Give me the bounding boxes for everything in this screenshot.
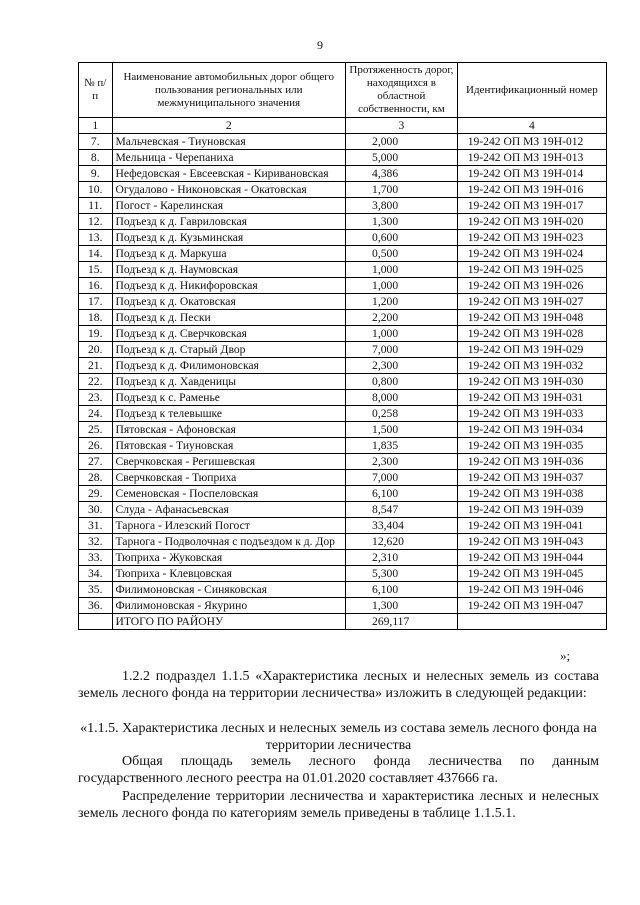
table-row bbox=[79, 134, 607, 150]
total-id bbox=[457, 614, 606, 630]
row-name: Тарнога - Подволочная с подъездом к д. Дор bbox=[112, 534, 346, 550]
table-row bbox=[79, 486, 607, 502]
row-length: 2,300 bbox=[346, 454, 458, 470]
row-num: 33. bbox=[79, 550, 113, 566]
row-id: 19-242 ОП МЗ 19Н-044 bbox=[457, 550, 606, 566]
row-num: 14. bbox=[79, 246, 113, 262]
row-name: Подъезд к д. Гавриловская bbox=[112, 214, 346, 230]
row-name: Подъезд к д. Пески bbox=[112, 310, 346, 326]
row-id: 19-242 ОП МЗ 19Н-025 bbox=[457, 262, 606, 278]
row-id: 19-242 ОП МЗ 19Н-024 bbox=[457, 246, 606, 262]
row-name: Подъезд к д. Окатовская bbox=[112, 294, 346, 310]
paragraph-total-area: Общая площадь земель лесного фонда лесничества по данным государственного лесного реестра на 01.01.2020 составляет 437666 га. bbox=[78, 754, 599, 786]
table-row bbox=[79, 518, 607, 534]
row-num: 10. bbox=[79, 182, 113, 198]
row-length: 1,000 bbox=[346, 278, 458, 294]
table-body bbox=[79, 134, 607, 614]
row-num: 16. bbox=[79, 278, 113, 294]
row-length: 8,547 bbox=[346, 502, 458, 518]
roads-table bbox=[78, 62, 607, 630]
table-header-row bbox=[79, 63, 607, 118]
row-length: 1,000 bbox=[346, 326, 458, 342]
row-length: 0,600 bbox=[346, 230, 458, 246]
row-id: 19-242 ОП МЗ 19Н-032 bbox=[457, 358, 606, 374]
row-id: 19-242 ОП МЗ 19Н-033 bbox=[457, 406, 606, 422]
row-length: 5,000 bbox=[346, 150, 458, 166]
paragraph-distribution: Распределение территории лесничества и характеристика лесных и нелесных земель лесного фонда по категориям земель приведены в таблице 1.1.5.1. bbox=[78, 789, 599, 821]
row-num: 11. bbox=[79, 198, 113, 214]
row-num: 36. bbox=[79, 598, 113, 614]
row-name: Подъезд к д. Никифоровская bbox=[112, 278, 346, 294]
row-name: Подъезд к телевышке bbox=[112, 406, 346, 422]
table-row bbox=[79, 582, 607, 598]
table-row bbox=[79, 214, 607, 230]
row-name: Подъезд к д. Наумовская bbox=[112, 262, 346, 278]
row-name: Подъезд к д. Сверчковская bbox=[112, 326, 346, 342]
row-num: 34. bbox=[79, 566, 113, 582]
table-row bbox=[79, 438, 607, 454]
row-length: 0,258 bbox=[346, 406, 458, 422]
row-name: Подъезд к д. Кузьминская bbox=[112, 230, 346, 246]
row-length: 0,800 bbox=[346, 374, 458, 390]
row-num: 9. bbox=[79, 166, 113, 182]
paragraph-amendment: 1.2.2 подраздел 1.1.5 «Характеристика лесных и нелесных земель из состава земель лесного фонда на территории лесничества» изложить в следующей редакции: bbox=[78, 669, 599, 701]
row-name: Тарнога - Илезский Погост bbox=[112, 518, 346, 534]
row-num: 7. bbox=[79, 134, 113, 150]
colnum-3: 3 bbox=[346, 118, 458, 134]
row-id: 19-242 ОП МЗ 19Н-041 bbox=[457, 518, 606, 534]
table-row bbox=[79, 406, 607, 422]
row-id: 19-242 ОП МЗ 19Н-037 bbox=[457, 470, 606, 486]
row-id: 19-242 ОП МЗ 19Н-046 bbox=[457, 582, 606, 598]
row-name: Слуда - Афанасьевская bbox=[112, 502, 346, 518]
row-num: 21. bbox=[79, 358, 113, 374]
row-id: 19-242 ОП МЗ 19Н-036 bbox=[457, 454, 606, 470]
row-length: 12,620 bbox=[346, 534, 458, 550]
table-row bbox=[79, 374, 607, 390]
table-row bbox=[79, 534, 607, 550]
table-row bbox=[79, 262, 607, 278]
total-length: 269,117 bbox=[346, 614, 458, 630]
row-id: 19-242 ОП МЗ 19Н-013 bbox=[457, 150, 606, 166]
row-num: 31. bbox=[79, 518, 113, 534]
row-num: 26. bbox=[79, 438, 113, 454]
row-name: Сверчковская - Регишевская bbox=[112, 454, 346, 470]
row-num: 17. bbox=[79, 294, 113, 310]
header-name: Наименование автомобильных дорог общего пользования региональных или межмуниципального значения bbox=[112, 63, 346, 118]
table-row bbox=[79, 422, 607, 438]
row-length: 0,500 bbox=[346, 246, 458, 262]
row-length: 2,300 bbox=[346, 358, 458, 374]
row-name: Мальчевская - Тиуновская bbox=[112, 134, 346, 150]
row-num: 15. bbox=[79, 262, 113, 278]
row-length: 7,000 bbox=[346, 342, 458, 358]
row-id: 19-242 ОП МЗ 19Н-020 bbox=[457, 214, 606, 230]
row-length: 1,835 bbox=[346, 438, 458, 454]
table-row bbox=[79, 246, 607, 262]
row-name: Подъезд к д. Хавденицы bbox=[112, 374, 346, 390]
header-num: № п/п bbox=[79, 63, 113, 118]
row-id: 19-242 ОП МЗ 19Н-012 bbox=[457, 134, 606, 150]
row-name: Подъезд к д. Маркуша bbox=[112, 246, 346, 262]
table-row bbox=[79, 198, 607, 214]
table-row bbox=[79, 342, 607, 358]
row-num: 13. bbox=[79, 230, 113, 246]
table-row bbox=[79, 310, 607, 326]
row-id: 19-242 ОП МЗ 19Н-038 bbox=[457, 486, 606, 502]
table-row bbox=[79, 566, 607, 582]
column-number-row bbox=[79, 118, 607, 134]
row-num: 24. bbox=[79, 406, 113, 422]
row-num: 8. bbox=[79, 150, 113, 166]
table-row bbox=[79, 294, 607, 310]
row-name: Подъезд к д. Старый Двор bbox=[112, 342, 346, 358]
row-name: Филимоновская - Синяковская bbox=[112, 582, 346, 598]
row-id: 19-242 ОП МЗ 19Н-031 bbox=[457, 390, 606, 406]
row-name: Нефедовская - Евсеевская - Киривановская bbox=[112, 166, 346, 182]
row-length: 1,500 bbox=[346, 422, 458, 438]
row-num: 22. bbox=[79, 374, 113, 390]
row-num: 30. bbox=[79, 502, 113, 518]
total-num bbox=[79, 614, 113, 630]
table-row bbox=[79, 454, 607, 470]
row-num: 28. bbox=[79, 470, 113, 486]
table-row bbox=[79, 182, 607, 198]
row-name: Сверчковская - Тюприха bbox=[112, 470, 346, 486]
table-row bbox=[79, 470, 607, 486]
row-length: 3,800 bbox=[346, 198, 458, 214]
page-number: 9 bbox=[317, 38, 323, 52]
row-num: 27. bbox=[79, 454, 113, 470]
table-row bbox=[79, 326, 607, 342]
row-name: Огудалово - Никоновская - Окатовская bbox=[112, 182, 346, 198]
row-length: 1,300 bbox=[346, 598, 458, 614]
row-length: 4,386 bbox=[346, 166, 458, 182]
row-name: Филимоновская - Якурино bbox=[112, 598, 346, 614]
row-name: Подъезд к с. Раменье bbox=[112, 390, 346, 406]
row-num: 25. bbox=[79, 422, 113, 438]
colnum-1: 1 bbox=[79, 118, 113, 134]
row-name: Пятовская - Тиуновская bbox=[112, 438, 346, 454]
row-id: 19-242 ОП МЗ 19Н-043 bbox=[457, 534, 606, 550]
row-num: 29. bbox=[79, 486, 113, 502]
row-id: 19-242 ОП МЗ 19Н-014 bbox=[457, 166, 606, 182]
row-length: 2,310 bbox=[346, 550, 458, 566]
row-id: 19-242 ОП МЗ 19Н-030 bbox=[457, 374, 606, 390]
row-name: Подъезд к д. Филимоновская bbox=[112, 358, 346, 374]
table-row bbox=[79, 502, 607, 518]
row-id: 19-242 ОП МЗ 19Н-026 bbox=[457, 278, 606, 294]
table-row bbox=[79, 166, 607, 182]
row-id: 19-242 ОП МЗ 19Н-047 bbox=[457, 598, 606, 614]
row-id: 19-242 ОП МЗ 19Н-045 bbox=[457, 566, 606, 582]
row-name: Мельница - Черепаниха bbox=[112, 150, 346, 166]
row-id: 19-242 ОП МЗ 19Н-034 bbox=[457, 422, 606, 438]
row-num: 23. bbox=[79, 390, 113, 406]
row-num: 20. bbox=[79, 342, 113, 358]
row-num: 12. bbox=[79, 214, 113, 230]
row-name: Погост - Карелинская bbox=[112, 198, 346, 214]
row-id: 19-242 ОП МЗ 19Н-016 bbox=[457, 182, 606, 198]
row-length: 5,300 bbox=[346, 566, 458, 582]
table-row bbox=[79, 358, 607, 374]
colnum-2: 2 bbox=[112, 118, 346, 134]
row-id: 19-242 ОП МЗ 19Н-039 bbox=[457, 502, 606, 518]
row-id: 19-242 ОП МЗ 19Н-028 bbox=[457, 326, 606, 342]
table-row bbox=[79, 150, 607, 166]
row-id: 19-242 ОП МЗ 19Н-029 bbox=[457, 342, 606, 358]
row-num: 32. bbox=[79, 534, 113, 550]
row-length: 7,000 bbox=[346, 470, 458, 486]
row-length: 1,200 bbox=[346, 294, 458, 310]
row-num: 35. bbox=[79, 582, 113, 598]
table-row bbox=[79, 278, 607, 294]
closing-quote: »; bbox=[560, 648, 571, 663]
row-name: Тюприха - Клевцовская bbox=[112, 566, 346, 582]
row-id: 19-242 ОП МЗ 19Н-027 bbox=[457, 294, 606, 310]
row-id: 19-242 ОП МЗ 19Н-023 bbox=[457, 230, 606, 246]
section-heading: «1.1.5. Характеристика лесных и нелесных земель из состава земель лесного фонда на территории лесничества bbox=[80, 721, 597, 753]
row-name: Тюприха - Жуковская bbox=[112, 550, 346, 566]
table-row bbox=[79, 550, 607, 566]
row-id: 19-242 ОП МЗ 19Н-048 bbox=[457, 310, 606, 326]
table-row bbox=[79, 230, 607, 246]
row-length: 2,200 bbox=[346, 310, 458, 326]
row-length: 2,000 bbox=[346, 134, 458, 150]
row-name: Семеновская - Поспеловская bbox=[112, 486, 346, 502]
row-name: Пятовская - Афоновская bbox=[112, 422, 346, 438]
row-id: 19-242 ОП МЗ 19Н-035 bbox=[457, 438, 606, 454]
table-row bbox=[79, 390, 607, 406]
row-num: 19. bbox=[79, 326, 113, 342]
row-length: 1,300 bbox=[346, 214, 458, 230]
total-row bbox=[79, 614, 607, 630]
row-length: 1,000 bbox=[346, 262, 458, 278]
colnum-4: 4 bbox=[457, 118, 606, 134]
header-id: Идентификационный номер bbox=[457, 63, 606, 118]
row-id: 19-242 ОП МЗ 19Н-017 bbox=[457, 198, 606, 214]
row-length: 6,100 bbox=[346, 486, 458, 502]
table-row bbox=[79, 598, 607, 614]
row-num: 18. bbox=[79, 310, 113, 326]
row-length: 6,100 bbox=[346, 582, 458, 598]
row-length: 33,404 bbox=[346, 518, 458, 534]
header-length: Протяженность дорог, находящихся в областной собственности, км bbox=[346, 63, 458, 118]
row-length: 8,000 bbox=[346, 390, 458, 406]
total-label: ИТОГО ПО РАЙОНУ bbox=[112, 614, 346, 630]
row-length: 1,700 bbox=[346, 182, 458, 198]
